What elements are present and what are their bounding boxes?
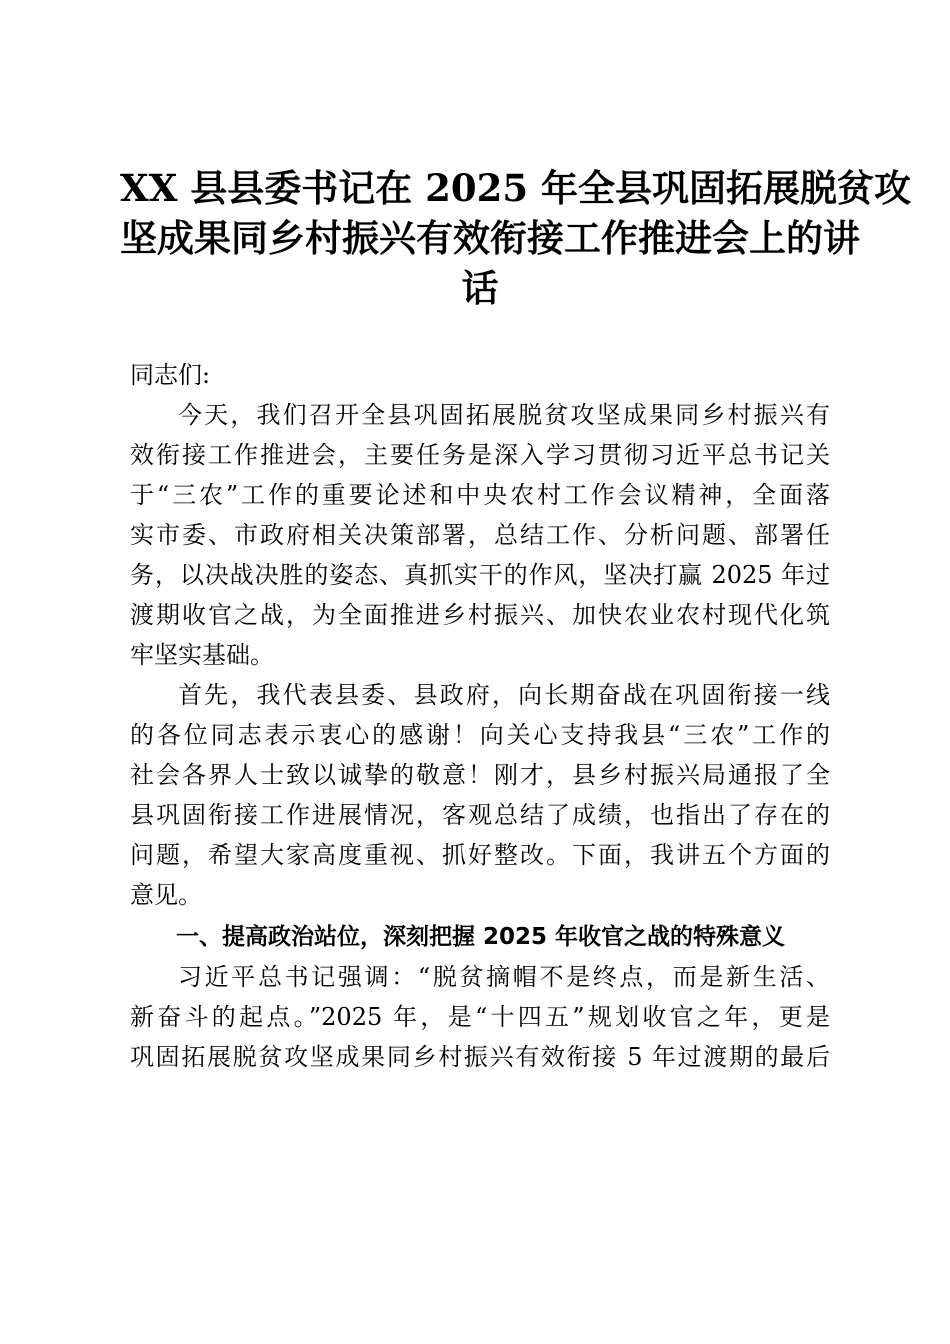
section-heading-1: 一、提高政治站位，深刻把握 2025 年收官之战的特殊意义 <box>176 924 786 950</box>
title-line: 话 <box>461 266 499 310</box>
document-body <box>130 355 830 1077</box>
salutation: 同志们: <box>130 361 211 389</box>
text-line: 社会各界人士致以诚挚的敬意！刚才，县乡村振兴局通报了全 <box>130 761 830 789</box>
text-line: 县巩固衔接工作进展情况，客观总结了成绩，也指出了存在的 <box>130 801 830 829</box>
text-line: 问题，希望大家高度重视、抓好整改。下面，我讲五个方面的 <box>130 841 830 869</box>
text-line: 实市委、市政府相关决策部署，总结工作、分析问题、部署任 <box>130 521 830 549</box>
paragraph-2 <box>130 675 830 915</box>
text-line: 务，以决战决胜的姿态、真抓实干的作风，坚决打赢 2025 年过 <box>130 561 830 589</box>
paragraph-3 <box>130 957 830 1077</box>
paragraph-1 <box>130 395 830 675</box>
text-line: 渡期收官之战，为全面推进乡村振兴、加快农业农村现代化筑 <box>130 601 830 629</box>
text-line: 效衔接工作推进会，主要任务是深入学习贯彻习近平总书记关 <box>130 441 830 469</box>
text-line: 首先，我代表县委、县政府，向长期奋战在巩固衔接一线 <box>178 681 830 709</box>
text-line: 于“三农”工作的重要论述和中央农村工作会议精神，全面落 <box>130 481 830 509</box>
text-line: 的各位同志表示衷心的感谢！向关心支持我县“三农”工作的 <box>130 721 830 749</box>
text-line: 意见。 <box>130 881 202 909</box>
text-line: 牢坚实基础。 <box>130 641 274 669</box>
text-line: 巩固拓展脱贫攻坚成果同乡村振兴有效衔接 5 年过渡期的最后 <box>130 1043 830 1071</box>
text-line: 习近平总书记强调：“脱贫摘帽不是终点，而是新生活、 <box>178 963 830 991</box>
document-title <box>120 163 912 313</box>
text-line: 新奋斗的起点。”2025 年，是“十四五”规划收官之年，更是 <box>130 1003 830 1031</box>
title-line: XX 县县委书记在 2025 年全县巩固拓展脱贫攻 <box>120 166 912 210</box>
text-line: 今天，我们召开全县巩固拓展脱贫攻坚成果同乡村振兴有 <box>178 401 830 429</box>
title-line: 坚成果同乡村振兴有效衔接工作推进会上的讲 <box>120 216 860 260</box>
